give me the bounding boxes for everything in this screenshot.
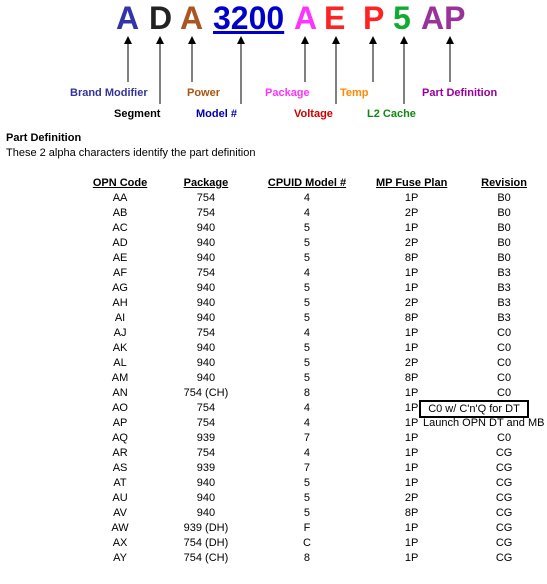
code-letter-voltage: E [324,0,346,36]
cell-package: 754 (CH) [183,552,229,564]
opn-table [80,176,547,566]
cell-revision: CG [495,462,513,474]
callout-note: Launch OPN DT and MB [423,417,545,429]
cell-mp-fuse-plan: 1P [404,447,419,459]
cell-mp-fuse-plan: 1P [404,192,419,204]
header-revision: Revision [481,177,527,189]
cell-package: 754 [196,417,216,429]
cell-cpuid-model: 4 [303,447,311,459]
cell-mp-fuse-plan: 1P [404,432,419,444]
cell-mp-fuse-plan: 8P [404,312,419,324]
header-package: Package [183,177,229,189]
cell-cpuid-model: 4 [303,192,311,204]
cell-opn-code: AX [112,537,128,549]
cell-mp-fuse-plan: 8P [404,372,419,384]
label-l2-cache: L2 Cache [367,108,416,120]
table-row [80,536,547,551]
cell-opn-code: AY [113,552,127,564]
label-temp: Temp [340,87,369,99]
cell-opn-code: AT [113,477,127,489]
code-letter-brand: A [116,0,140,36]
label-voltage: Voltage [294,108,333,120]
cell-opn-code: AP [112,417,128,429]
cell-package: 940 [196,507,216,519]
cell-revision: B3 [497,267,511,279]
cell-mp-fuse-plan: 2P [404,492,419,504]
cell-opn-code: AA [112,192,128,204]
cell-cpuid-model: 5 [303,282,311,294]
code-letter-package: A [294,0,318,36]
cell-cpuid-model: 4 [303,402,311,414]
cell-opn-code: AH [112,297,128,309]
table-body [80,191,547,566]
code-letter-part-definition: AP [421,0,466,36]
table-row [80,221,547,236]
cell-package: 940 [196,342,216,354]
cell-mp-fuse-plan: 8P [404,252,419,264]
label-brand-modifier: Brand Modifier [70,87,148,99]
cell-revision: CG [495,492,513,504]
cell-package: 940 [196,312,216,324]
cell-package: 940 [196,252,216,264]
code-letter-model: 3200 [213,0,285,36]
table-row [80,236,547,251]
cell-mp-fuse-plan: 1P [404,537,419,549]
cell-revision: C0 [497,342,512,354]
cell-opn-code: AS [112,462,128,474]
table-row [80,461,547,476]
cell-package: 940 [196,222,216,234]
cell-mp-fuse-plan: 1P [404,267,419,279]
cell-revision: B0 [497,192,511,204]
cell-revision: B0 [497,207,511,219]
cell-package: 754 [196,402,216,414]
cell-mp-fuse-plan: 1P [404,417,419,429]
cell-revision: C0 [497,387,512,399]
code-letter-l2-cache: 5 [393,0,411,36]
cell-cpuid-model: 5 [303,372,311,384]
cell-revision: B3 [497,297,511,309]
cell-package: 939 [196,432,216,444]
table-row [80,341,547,356]
cell-cpuid-model: 5 [303,312,311,324]
cell-opn-code: AV [113,507,127,519]
cell-mp-fuse-plan: 1P [404,327,419,339]
cell-cpuid-model: 5 [303,237,311,249]
cell-opn-code: AD [112,237,128,249]
code-arrows [0,0,547,130]
cell-revision: CG [495,522,513,534]
cell-package: 754 (DH) [183,537,229,549]
cell-opn-code: AN [112,387,128,399]
cell-package: 939 [196,462,216,474]
table-row [80,446,547,461]
cell-mp-fuse-plan: 8P [404,507,419,519]
cell-revision: B0 [497,222,511,234]
cell-mp-fuse-plan: 1P [404,477,419,489]
cell-revision: B3 [497,282,511,294]
cell-cpuid-model: 5 [303,252,311,264]
table-row [80,296,547,311]
table-row [80,431,547,446]
cell-mp-fuse-plan: 1P [404,462,419,474]
label-part-definition: Part Definition [422,87,498,99]
cell-opn-code: AK [112,342,128,354]
cell-mp-fuse-plan: 2P [404,357,419,369]
cell-mp-fuse-plan: 1P [404,342,419,354]
cell-mp-fuse-plan: 1P [404,387,419,399]
cell-package: 940 [196,282,216,294]
cell-cpuid-model: 7 [303,462,311,474]
cell-cpuid-model: 5 [303,357,311,369]
cell-revision: C0 [497,372,512,384]
cell-opn-code: AM [111,372,129,384]
cell-cpuid-model: 5 [303,507,311,519]
section-title: Part Definition [6,132,82,144]
cell-opn-code: AE [112,252,128,264]
table-row [80,191,547,206]
cell-revision: B0 [497,237,511,249]
cell-opn-code: AB [112,207,128,219]
cell-mp-fuse-plan: 1P [404,522,419,534]
cell-mp-fuse-plan: 1P [404,402,419,414]
table-row [80,521,547,536]
cell-revision: CG [495,477,513,489]
cell-revision: C0 [497,357,512,369]
code-letter-power: A [180,0,204,36]
header-cpuid-model: CPUID Model # [267,177,347,189]
cell-cpuid-model: 4 [303,327,311,339]
cell-opn-code: AF [113,267,128,279]
cell-opn-code: AU [112,492,128,504]
cell-mp-fuse-plan: 1P [404,552,419,564]
header-mp-fuse-plan: MP Fuse Plan [375,177,448,189]
cell-package: 940 [196,237,216,249]
cell-opn-code: AI [114,312,126,324]
cell-mp-fuse-plan: 2P [404,297,419,309]
label-package: Package [265,87,310,99]
header-opn-code: OPN Code [92,177,148,189]
cell-package: 940 [196,477,216,489]
cell-package: 940 [196,357,216,369]
table-row [80,371,547,386]
cell-cpuid-model: 5 [303,342,311,354]
cell-package: 940 [196,372,216,384]
cell-opn-code: AW [111,522,129,534]
table-row [80,311,547,326]
cell-cpuid-model: 5 [303,477,311,489]
cell-cpuid-model: C [303,537,311,549]
cell-package: 940 [196,492,216,504]
cell-revision: CG [495,447,513,459]
table-row [80,491,547,506]
cell-opn-code: AO [112,402,128,414]
label-segment: Segment [114,108,161,120]
cell-mp-fuse-plan: 1P [404,222,419,234]
cell-opn-code: AJ [113,327,127,339]
cell-package: 754 [196,267,216,279]
cell-revision: B3 [497,312,511,324]
code-letter-temp: P [363,0,385,36]
callout-box: C0 w/ C'n'Q for DT [419,400,529,418]
cell-revision: C0 [497,327,512,339]
table-row [80,281,547,296]
table-row [80,251,547,266]
cell-opn-code: AR [112,447,128,459]
cell-cpuid-model: 8 [303,552,311,564]
cell-revision: C0 [497,432,512,444]
cell-cpuid-model: F [303,522,311,534]
cell-package: 754 [196,207,216,219]
table-row [80,386,547,401]
table-row [80,266,547,281]
label-model: Model # [196,108,237,120]
cell-package: 754 [196,192,216,204]
section-description: These 2 alpha characters identify the part definition [6,147,256,159]
table-row [80,506,547,521]
table-row [80,356,547,371]
cell-mp-fuse-plan: 2P [404,207,419,219]
cell-opn-code: AG [112,282,128,294]
code-letter-segment: D [149,0,173,36]
cell-package: 940 [196,297,216,309]
cell-cpuid-model: 4 [303,267,311,279]
table-header-row [80,176,547,191]
cell-cpuid-model: 7 [303,432,311,444]
cell-mp-fuse-plan: 2P [404,237,419,249]
cell-cpuid-model: 5 [303,222,311,234]
cell-revision: CG [495,537,513,549]
cell-cpuid-model: 5 [303,492,311,504]
table-row [80,551,547,566]
table-row [80,206,547,221]
table-row [80,476,547,491]
cell-package: 754 [196,447,216,459]
label-power: Power [187,87,221,99]
cell-opn-code: AC [112,222,128,234]
cell-revision: B0 [497,252,511,264]
cell-opn-code: AL [113,357,127,369]
cell-package: 754 [196,327,216,339]
cell-cpuid-model: 5 [303,297,311,309]
table-row [80,326,547,341]
cell-cpuid-model: 4 [303,207,311,219]
cell-cpuid-model: 8 [303,387,311,399]
cell-mp-fuse-plan: 1P [404,282,419,294]
cell-cpuid-model: 4 [303,417,311,429]
cell-package: 754 (CH) [183,387,229,399]
cell-package: 939 (DH) [183,522,229,534]
cell-revision: CG [495,507,513,519]
cell-opn-code: AQ [112,432,128,444]
cell-revision: CG [495,552,513,564]
